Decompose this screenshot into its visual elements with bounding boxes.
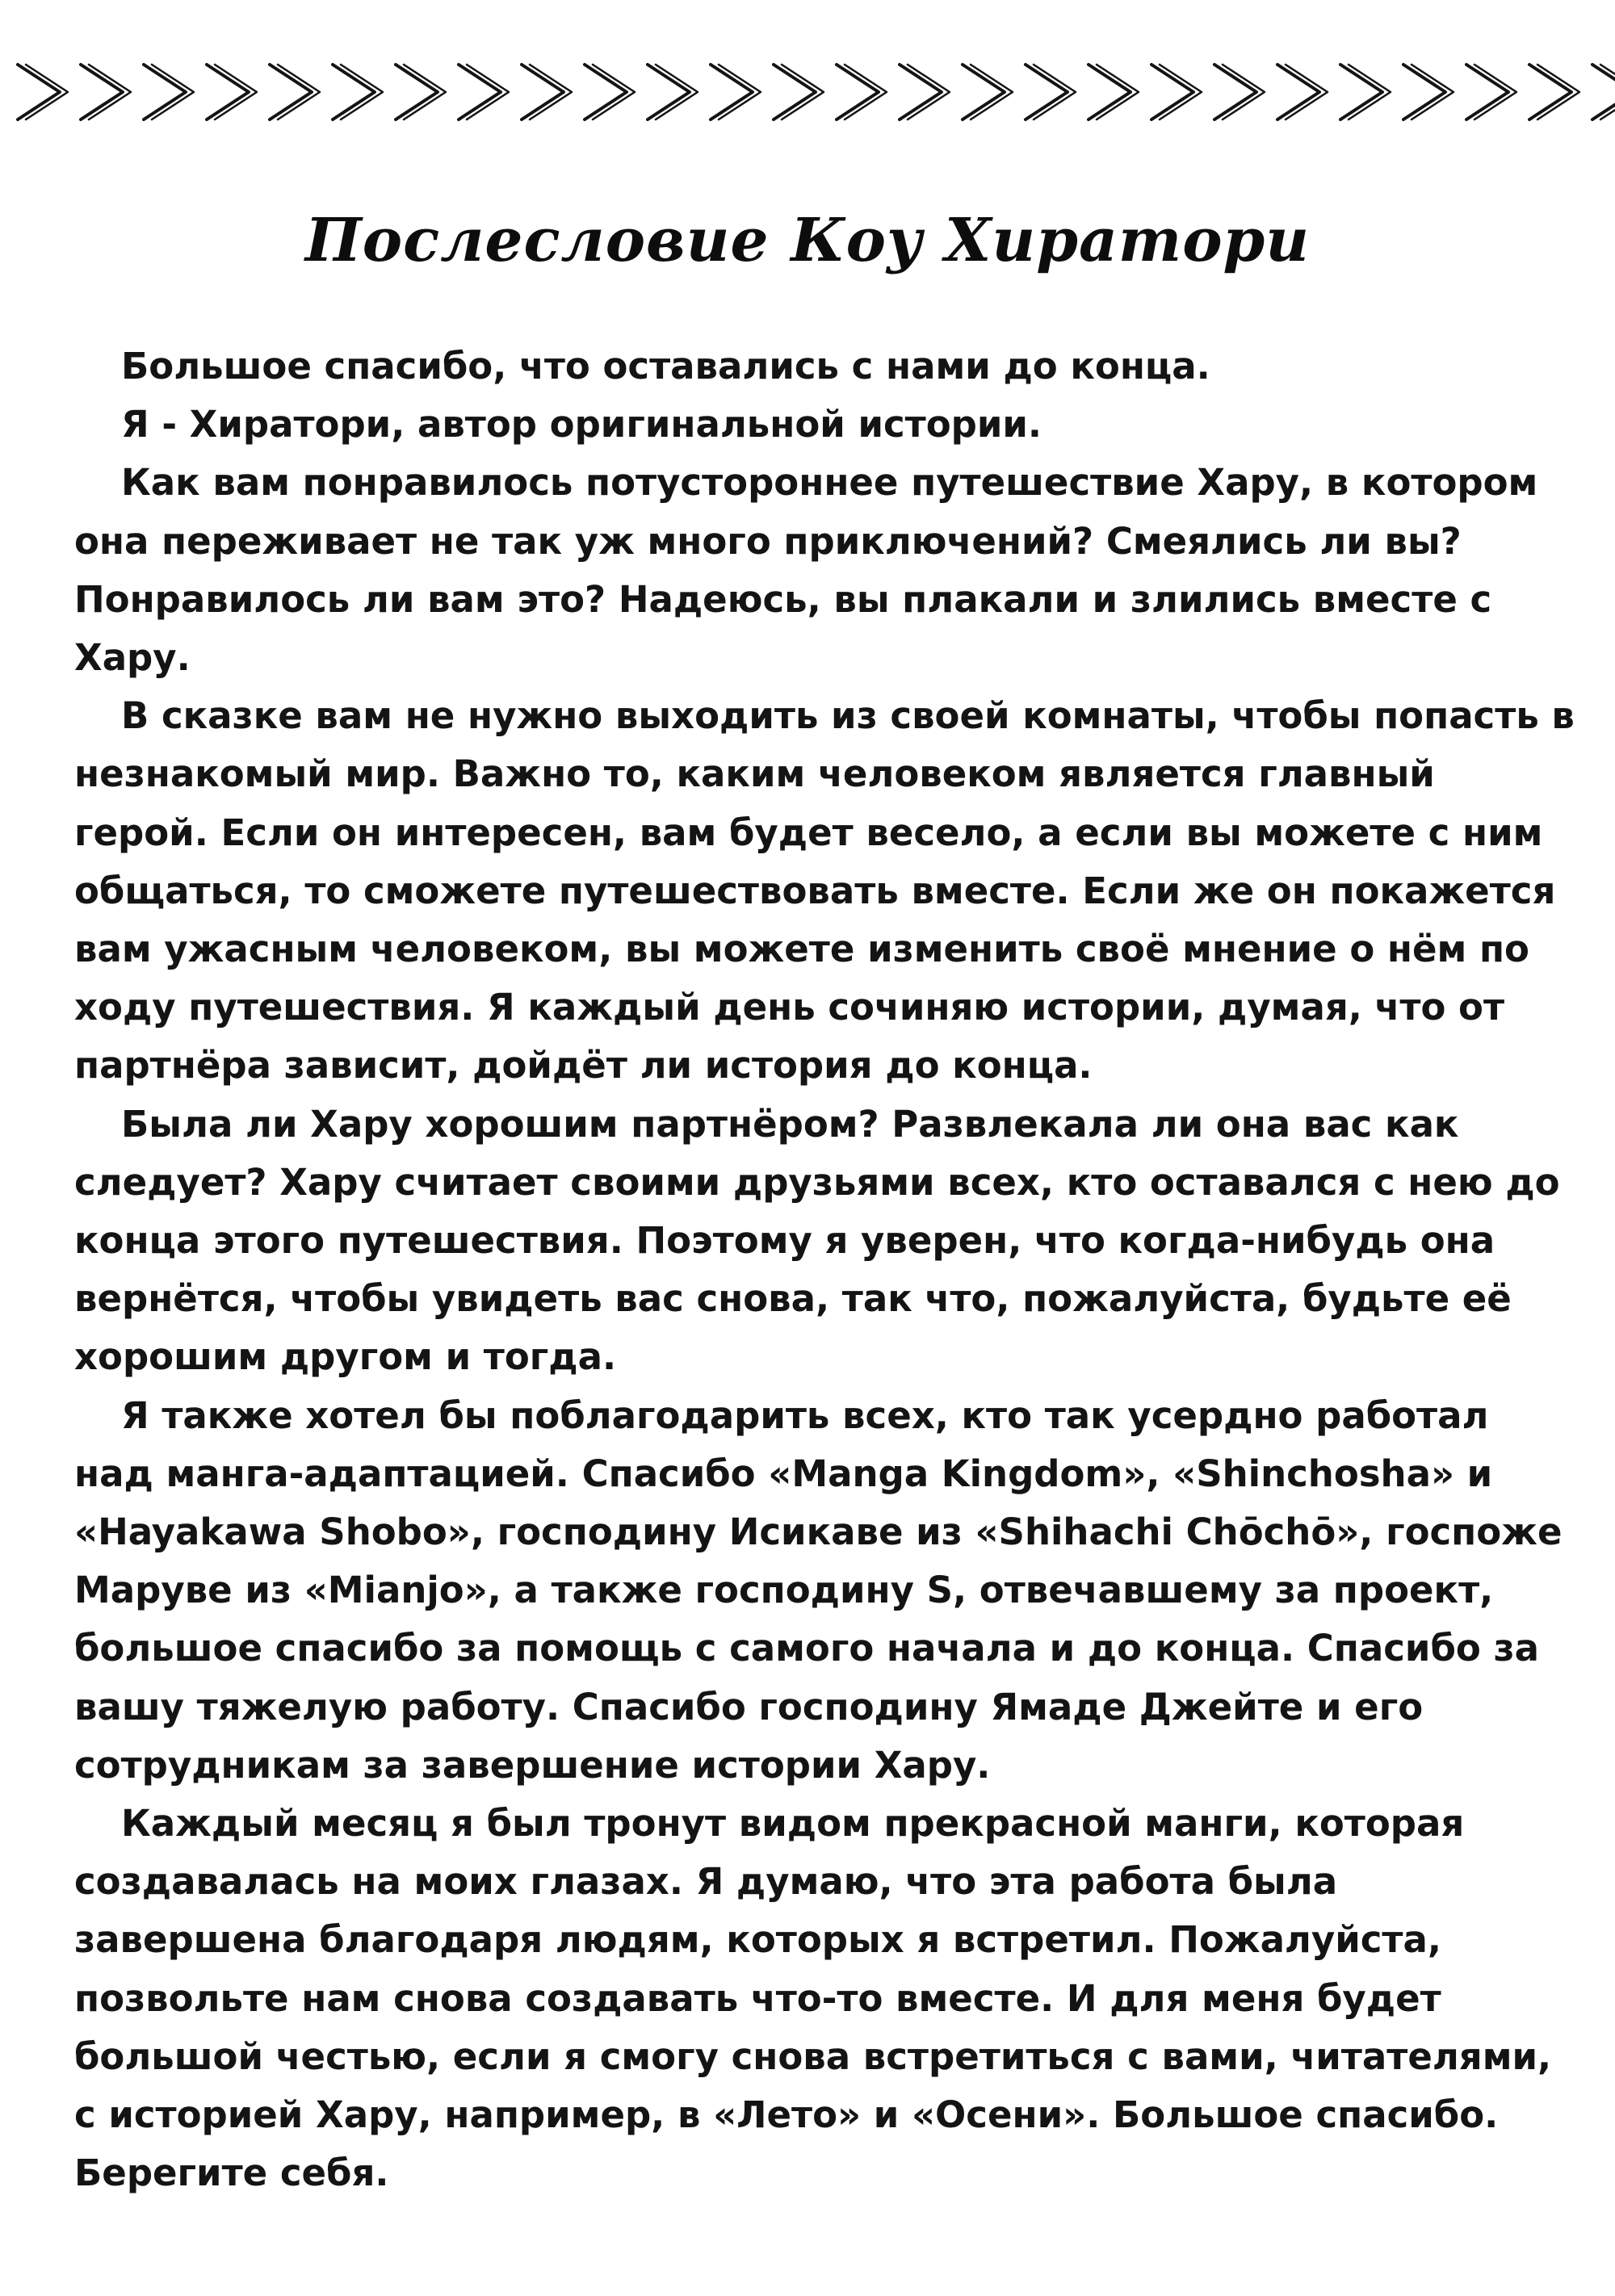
page-title: Послесловие Коу Хиратори	[304, 206, 1311, 275]
paragraph: Большое спасибо, что оставались с нами до конца.	[121, 345, 1210, 388]
paragraph: В сказке вам не нужно выходить из своей комнаты, чтобы попасть в незнакомый мир. Важно то, каким человеком является главный герой. Если он интересен, вам будет весело, а если вы можете с ним общаться, то сможете путешествовать вместе. Если же он покажется вам ужасным человеком, вы можете изменить своё мнение о нём по ходу путешествия. Я каждый день сочиняю истории, думая, что от партнёра зависит, дойдёт ли история до конца.	[74, 694, 1575, 1087]
chevron-pattern-icon	[0, 50, 1615, 139]
paragraph: Я - Хиратори, автор оригинальной истории.	[121, 403, 1042, 446]
paragraph: Как вам понравилось потустороннее путешествие Хару, в котором она переживает не так уж много приключений? Смеялись ли вы? Понравилось ли вам это? Надеюсь, вы плакали и злились вместе с Хару.	[74, 461, 1538, 680]
afterword-body	[74, 337, 1576, 2203]
paragraph: Каждый месяц я был тронут видом прекрасной манги, которая создавалась на моих глазах. Я думаю, что эта работа была завершена благодаря людям, которых я встретил. Пожалуйста, позвольте нам снова создавать что-то вместе. И для меня будет большой честью, если я смогу снова встретиться с вами, читателями, с историей Хару, например, в «Лето» и «Осени». Большое спасибо. Берегите себя.	[74, 1802, 1552, 2195]
chevron-border-icon	[0, 50, 1615, 139]
paragraph: Была ли Хару хорошим партнёром? Развлекала ли она вас как следует? Хару считает своими друзьями всех, кто оставался с нею до конца этого путешествия. Поэтому я уверен, что когда-нибудь она вернётся, чтобы увидеть вас снова, так что, пожалуйста, будьте её хорошим другом и тогда.	[74, 1102, 1560, 1379]
paragraph: Я также хотел бы поблагодарить всех, кто так усердно работал над манга-адаптацией. Спасибо «Manga Kingdom», «Shinchosha» и «Hayakawa Shobo», господину Исикаве из «Shihachi Chōchō», госпоже Маруве из «Mianjo», а также господину S, отвечавшему за проект, большое спасибо за помощь с самого начала и до конца. Спасибо за вашу тяжелую работу. Спасибо господину Ямаде Джейте и его сотрудникам за завершение истории Хару.	[74, 1393, 1563, 1787]
